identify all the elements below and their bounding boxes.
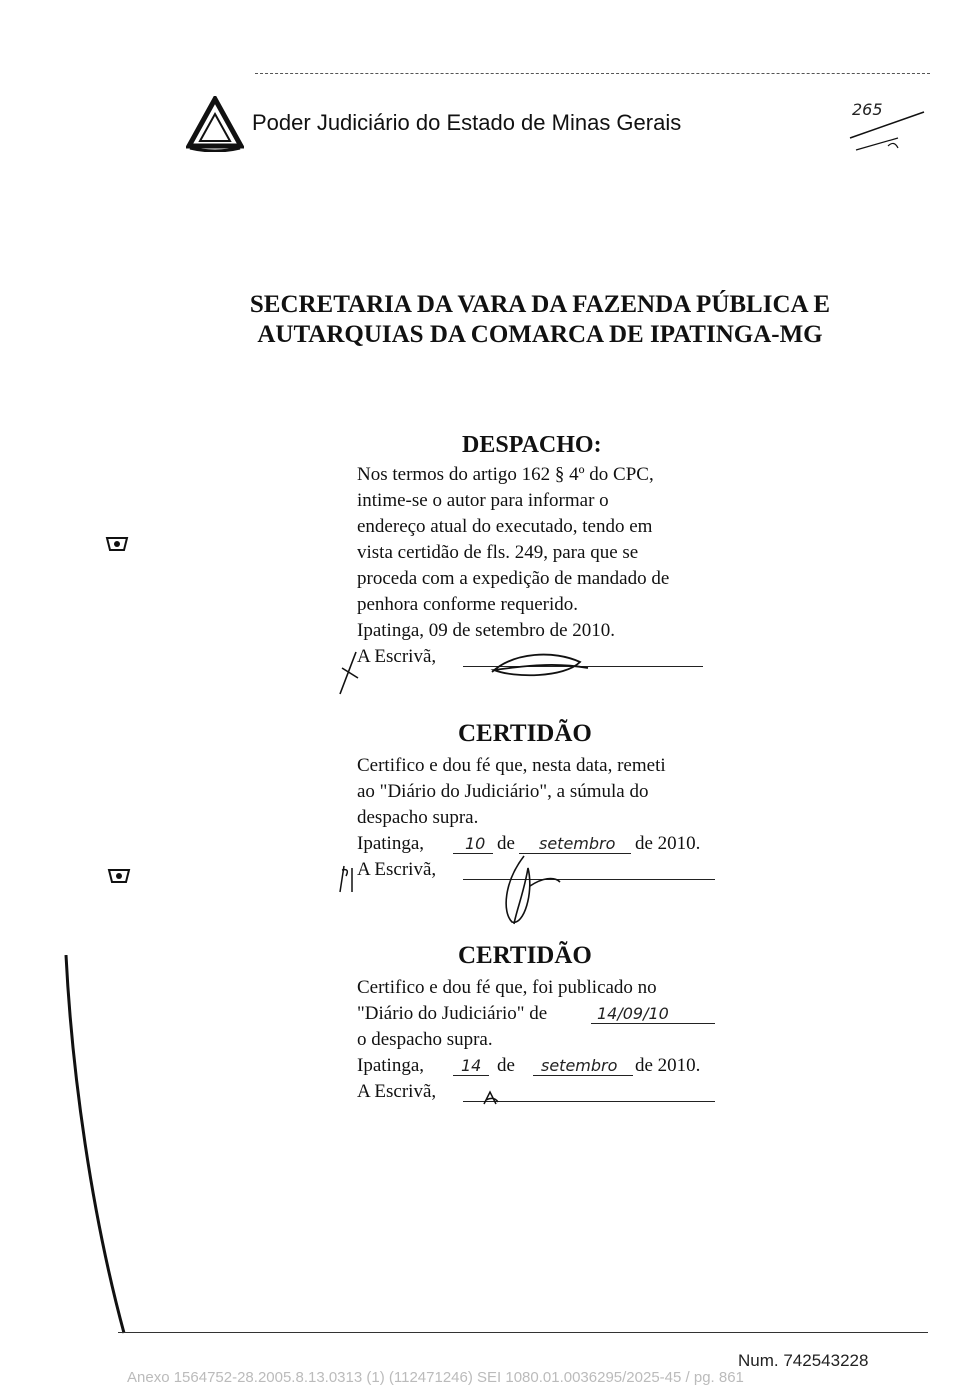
despacho-signature-label: A Escrivã, — [357, 646, 437, 667]
day-underline — [453, 853, 493, 854]
certidao-2-signature — [480, 1088, 502, 1108]
certidao-2-de: de — [497, 1055, 515, 1076]
header-rule — [255, 73, 930, 74]
certidao-2-line: "Diário do Judiciário" de — [357, 1003, 548, 1024]
stamp-mark-icon — [106, 866, 132, 886]
document-number: Num. 742543228 — [738, 1351, 869, 1370]
certidao-1-day: 10 — [465, 834, 486, 853]
stamp-mark-icon — [104, 534, 130, 554]
certidao-1-year: de 2010. — [635, 833, 701, 854]
folio-number: 265 — [852, 100, 883, 119]
certidao-1-signature-label: A Escrivã, — [357, 859, 437, 880]
despacho-date: Ipatinga, 09 de setembro de 2010. — [357, 620, 616, 641]
certidao-1-month: setembro — [539, 834, 616, 853]
secretaria-line-2: AUTARQUIAS DA COMARCA DE IPATINGA-MG — [257, 321, 823, 348]
despacho-body — [357, 462, 743, 670]
certidao-2-signature-label: A Escrivã, — [357, 1081, 437, 1102]
certidao-1-line: ao "Diário do Judiciário", a súmula do — [357, 781, 649, 802]
certidao-1-title: CERTIDÃO — [458, 720, 592, 747]
month-underline — [533, 1075, 633, 1076]
annex-reference: Anexo 1564752-28.2005.8.13.0313 (1) (112471246) SEI 1080.01.0036295/2025-45 / pg. 861 — [127, 1369, 744, 1386]
margin-mark — [336, 648, 362, 698]
day-underline — [453, 1075, 489, 1076]
certidao-1-signature — [494, 852, 564, 928]
certidao-2-line: o despacho supra. — [357, 1029, 493, 1050]
margin-vertical-line — [62, 955, 132, 1335]
despacho-title: DESPACHO: — [462, 432, 602, 458]
certidao-1-date-prefix: Ipatinga, — [357, 833, 425, 854]
certidao-1-line: despacho supra. — [357, 807, 479, 828]
margin-mark — [334, 862, 356, 896]
certidao-2-title: CERTIDÃO — [458, 942, 592, 969]
certidao-2-day: 14 — [461, 1056, 482, 1075]
certidao-2-year: de 2010. — [635, 1055, 701, 1076]
certidao-2-date-prefix: Ipatinga, — [357, 1055, 425, 1076]
certidao-2-body — [357, 975, 750, 1105]
despacho-line: vista certidão de fls. 249, para que se — [357, 542, 639, 563]
certidao-1-de: de — [497, 833, 515, 854]
court-name: Poder Judiciário do Estado de Minas Gerais — [252, 110, 682, 135]
certidao-1-line: Certifico e dou fé que, nesta data, remeti — [357, 755, 666, 776]
triangle-logo-icon — [186, 96, 244, 152]
secretaria-heading — [190, 290, 890, 350]
certidao-2-date-line — [357, 1053, 750, 1079]
certidao-2-published-date: 14/09/10 — [597, 1004, 669, 1023]
despacho-line: proceda com a expedição de mandado de — [357, 568, 670, 589]
despacho-line: intime-se o autor para informar o — [357, 490, 609, 511]
secretaria-line-1: SECRETARIA DA VARA DA FAZENDA PÚBLICA E — [249, 291, 831, 318]
footer-rule — [118, 1332, 928, 1333]
certidao-2-line: Certifico e dou fé que, foi publicado no — [357, 977, 657, 998]
despacho-line: penhora conforme requerido. — [357, 594, 579, 615]
published-date-underline — [591, 1023, 715, 1024]
certidao-2-month: setembro — [541, 1056, 618, 1075]
despacho-line: endereço atual do executado, tendo em — [357, 516, 653, 537]
folio-underline — [848, 108, 928, 154]
despacho-line: Nos termos do artigo 162 § 4º do CPC, — [357, 464, 654, 485]
despacho-signature — [484, 648, 594, 684]
